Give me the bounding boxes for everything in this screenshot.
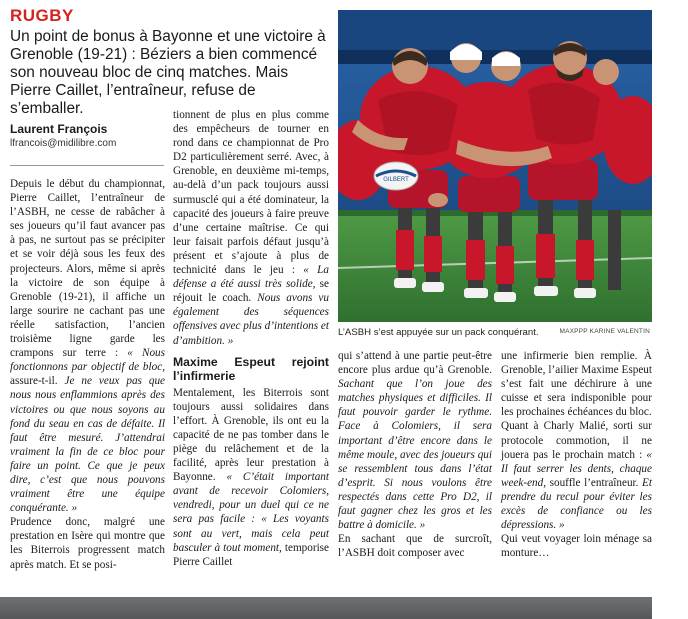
article-column-3 (338, 349, 492, 560)
quote-attribution: se réjouit le coach. (173, 278, 330, 305)
paragraph-text: qui s’attend à une partie peut-être encore plus ardue qu’à Grenoble. (338, 350, 492, 377)
quote-text: Je ne veux pas que nous nous enflammions après des victoires ou que nous soyons au fond du seau en cas de défaite. Il faut être mesuré. J’attendrai vraiment la fin de ce bloc pour faire un point. Ce que je peux dire, c’est que nous pouvons vraiment être une équipe conquérante. » (10, 375, 166, 515)
quote-text: « La défense a été aussi très solide, (173, 264, 329, 291)
paragraph (501, 419, 652, 532)
byline-divider (10, 165, 164, 166)
sub-headline: Maxime Espeut rejoint l’infirmerie (173, 354, 329, 383)
article-column-4 (501, 349, 652, 560)
paragraph-text: Prudence donc, malgré une prestation en Isère qui montre que les Biterrois progressent match après match. Et se posi- (10, 516, 165, 571)
page-bottom-band (0, 597, 652, 619)
quote-attribution: temporise Pierre Caillet (173, 541, 329, 568)
paragraph (501, 532, 652, 560)
photo-credit: MAXPPP KARINE VALENTIN (559, 328, 650, 335)
byline (10, 122, 160, 149)
article-column-2 (173, 108, 329, 569)
paragraph (10, 177, 165, 515)
quote-text: « Nous fonctionnons par objectif de bloc, (10, 347, 165, 374)
quote-text: Et prendre du recul pour éviter les excès de confiance ou les dépressions. » (501, 476, 652, 532)
paragraph-text: Quant à Charly Malié, sorti sur protocole commotion, il ne jouera pas le prochain match : (501, 420, 652, 461)
paragraph (173, 108, 329, 348)
paragraph (338, 349, 492, 532)
paragraph (338, 532, 492, 560)
article-photo (338, 10, 652, 322)
paragraph-text: En sachant que de surcroît, l’ASBH doit composer avec (338, 533, 492, 560)
paragraph (10, 515, 165, 571)
author-email[interactable]: lfrancois@midilibre.com (10, 138, 117, 149)
quote-attribution: assure-t-il. (10, 375, 65, 388)
paragraph-text: Qui veut voyager loin ménage sa monture… (501, 533, 652, 560)
quote-attribution: souffle l’entraîneur. (546, 476, 643, 489)
author-name: Laurent François (10, 122, 108, 136)
paragraph (501, 349, 652, 419)
quote-text: « C’était important avant de recevoir Colomiers, vendredi, pour un duel qui ce ne sera pas facile : « Les voyants sont au vert, mais cela peut basculer à tout moment, (173, 471, 329, 554)
quote-text: Nous avons vu également des séquences offensives avec plus d’intentions et d’ambition. » (173, 292, 329, 347)
quote-text: « Il faut serrer les dents, chaque week-end, (501, 448, 653, 489)
paragraph-text: tionnent de plus en plus comme des empêcheurs de tourner en rond dans ce championnat de Pro D2 particulièrement serré. Avec, à Grenoble, en deuxième mi-temps, au-delà d’un pack toujours aussi surmusclé qui a été dominateur, la capacité des joueurs à faire preuve d’une certaine maîtrise. Ce qui leur faisait parfois défaut jusqu’à présent et s’ajoute à plus de technicité dans le jeu : (173, 109, 329, 277)
paragraph (173, 386, 329, 569)
paragraph-text: une infirmerie bien remplie. À Grenoble, l’ailier Maxime Espeut s’est fait une déchirure à une cuisse et sera indisponible pour les prochaines échéances du bloc. (501, 350, 652, 419)
ball-brand-text: GILBERT (383, 177, 409, 183)
photo-caption-block (338, 327, 652, 338)
rugby-scrum-illustration (338, 10, 652, 322)
article-column-1 (10, 177, 165, 572)
section-kicker: RUGBY (10, 6, 74, 25)
paragraph-text: Mentalement, les Biterrois sont toujours aussi solidaires dans l’effort. À Grenoble, ils ont eu la capacité de ne pas tomber dans le piège du relâchement et de la facilité, après leur prestation à Bayonne. (173, 386, 329, 484)
quote-text: Sachant que l’on joue des matches physiques et difficiles. Il faut pouvoir garder le rythme. Face à Colomiers, il sera important d’être encore dans le même moule, avec des joueurs qui se ressemblent tous dans l’état d’esprit. Si nous voulons être respectés dans cette Pro D2, il faut gagner chez les gros et les battre à domicile. » (338, 378, 492, 532)
paragraph-text: Depuis le début du championnat, Pierre Caillet, l’entraîneur de l’ASBH, ne cesse de rabâcher à ses joueurs qu’il faut avancer pas à pas, ne surtout pas se précipiter et se voir déjà sous les feux des projecteurs. Alors, même si après la victoire de son équipe à Grenoble (19-21), il affiche un large sourire ne cachant pas une réelle satisfaction, l’ancien troisième ligne garde les crampons sur terre : (10, 178, 165, 360)
article-headline: Un point de bonus à Bayonne et une victoire à Grenoble (19-21) : Béziers a bien commencé son nouveau bloc de cinq matches. Mais Pierre Caillet, l’entraîneur, refuse de s’emballer. (10, 28, 326, 117)
photo-caption: L’ASBH s’est appuyée sur un pack conquérant. (338, 327, 539, 338)
